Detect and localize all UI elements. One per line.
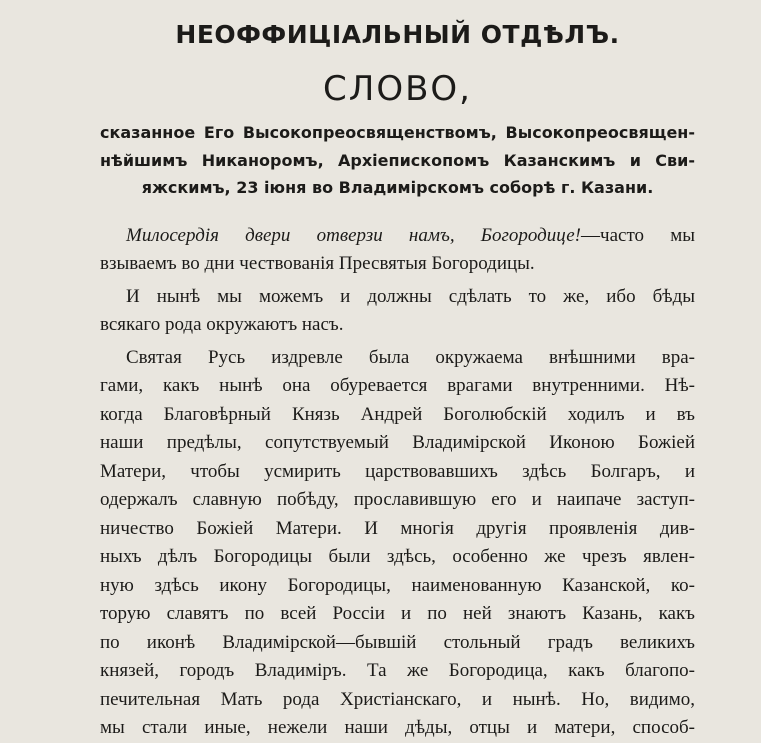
body-line: всякаго рода окружаютъ насъ. [100, 314, 344, 335]
body-line: гами, какъ нынѣ она обуревается врагами внутренними. Нѣ- [100, 375, 695, 396]
body-line: Святая Русь издревле была окружаема внѣшними вра- [126, 346, 695, 368]
body-line: И нынѣ мы можемъ и должны сдѣлать то же, ибо бѣды [126, 285, 695, 307]
body-text [100, 222, 695, 743]
body-line: печительная Мать рода Христіанскаго, и нынѣ. Но, видимо, [100, 688, 695, 710]
body-line: по иконѣ Владимірской—бывшій стольный градъ великихъ [100, 631, 695, 653]
italic-quote: Милосердія двери отверзи намъ, Богородице! [126, 224, 582, 246]
subtitle-line: яжскимъ, 23 іюня во Владимірскомъ соборѣ г. Казани. [141, 178, 654, 197]
subtitle-line: сказанное Его Высокопреосвященствомъ, Высокопреосвящен- [100, 123, 695, 142]
sermon-title: СЛОВО, [323, 69, 472, 109]
body-line: одержалъ славную побѣду, прославившую его и наипаче заступ- [100, 489, 695, 510]
body-line: взываемъ во дни чествованія Пресвятыя Богородицы. [100, 253, 535, 274]
body-line [100, 222, 695, 251]
body-line: торую славятъ по всей Россіи и по ней знаютъ Казань, какъ [100, 603, 695, 624]
body-line: ную здѣсь икону Богородицы, наименованную Казанской, ко- [100, 574, 695, 596]
body-line: ныхъ дѣлъ Богородицы были здѣсь, особенно же чрезъ явлен- [100, 546, 695, 567]
body-line: наши предѣлы, сопутствуемый Владимірской Иконою Божіей [100, 432, 695, 453]
paragraph-1 [100, 222, 695, 279]
body-line-rest: —часто мы [581, 224, 695, 246]
paragraph-3 [100, 344, 695, 743]
body-line: когда Благовѣрный Князь Андрей Боголюбскій ходилъ и въ [100, 403, 695, 425]
sermon-subtitle [100, 119, 695, 202]
paragraph-2 [100, 283, 695, 340]
body-line: Матери, чтобы усмирить царствовавшихъ здѣсь Болгаръ, и [100, 460, 695, 482]
section-header: НЕОФФИЦІАЛЬНЫЙ ОТДѢЛЪ. [175, 20, 620, 49]
body-line: князей, городъ Владиміръ. Та же Богородица, какъ благопо- [100, 660, 695, 681]
body-line: мы стали иные, нежели наши дѣды, отцы и матери, способ- [100, 717, 695, 738]
subtitle-line: нѣйшимъ Никаноромъ, Архіепископомъ Казанскимъ и Сви- [100, 150, 695, 170]
body-line: ничество Божіей Матери. И многія другія проявленія див- [100, 517, 695, 539]
